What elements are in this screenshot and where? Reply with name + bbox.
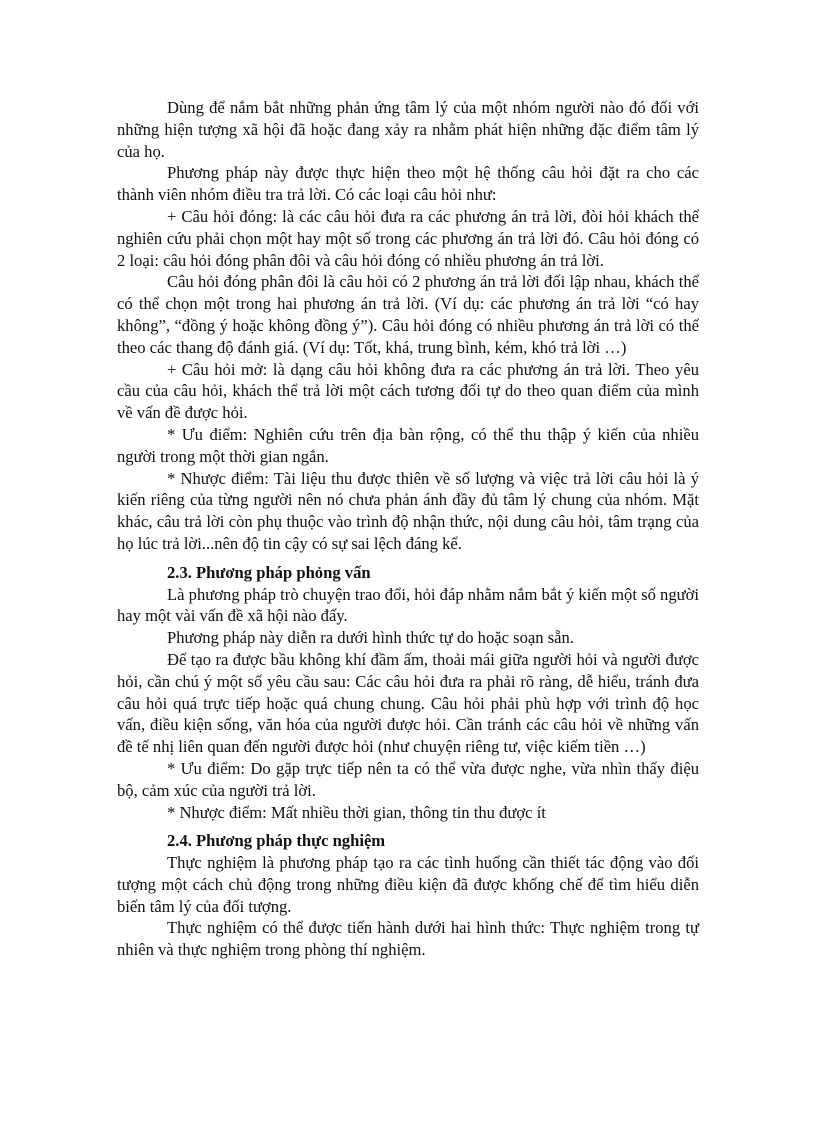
paragraph: Phương pháp này được thực hiện theo một hệ thống câu hỏi đặt ra cho các thành viên nhóm điều tra trả lời. Có các loại câu hỏi như:	[117, 163, 699, 205]
paragraph: Là phương pháp trò chuyện trao đổi, hỏi đáp nhằm nắm bắt ý kiến một số người hay một vài vấn đề xã hội nào đấy.	[117, 584, 699, 626]
paragraph: Thực nghiệm có thể được tiến hành dưới hai hình thức: Thực nghiệm trong tự nhiên và thực nghiệm trong phòng thí nghiệm.	[117, 918, 699, 960]
paragraph: Để tạo ra được bầu không khí đầm ấm, thoải mái giữa người hỏi và người được hỏi, cần chú ý một số yêu cầu sau: Các câu hỏi đưa ra phải rõ ràng, dễ hiểu, tránh đưa câu hỏi quá trực tiếp hoặc quá chung chung. Câu hỏi phải phù hợp với trình độ học vấn, điều kiện sống, văn hóa của người được hỏi. Cần tránh các câu hỏi về những vấn đề tế nhị liên quan đến người được hỏi (như chuyện riêng tư, việc kiếm tiền …)	[117, 649, 699, 757]
paragraph: Thực nghiệm là phương pháp tạo ra các tình huống cần thiết tác động vào đối tượng một cách chủ động trong những điều kiện đã được khống chế để tìm hiểu diễn biến tâm lý của đối tượng.	[117, 853, 699, 916]
paragraph: * Nhược điểm: Mất nhiều thời gian, thông tin thu được ít	[167, 802, 546, 822]
paragraph: Câu hỏi đóng phân đôi là câu hỏi có 2 phương án trả lời đối lập nhau, khách thể có thể chọn một trong hai phương án trả lời. (Ví dụ: các phương án trả lời “có hay không”, “đồng ý hoặc không đồng ý”). Câu hỏi đóng có nhiều phương án trả lời có thể theo các thang độ đánh giá. (Ví dụ: Tốt, khá, trung bình, kém, khó trả lời …)	[117, 272, 699, 357]
paragraph: * Nhược điểm: Tài liệu thu được thiên về số lượng và việc trả lời câu hỏi là ý kiến riêng của từng người nên nó chưa phản ánh đầy đủ tâm lý chung của nhóm. Mặt khác, câu trả lời còn phụ thuộc vào trình độ nhận thức, nội dung câu hỏi, tâm trạng của họ lúc trả lời...nên độ tin cậy có sự sai lệch đáng kể.	[117, 468, 699, 553]
section-heading: 2.3. Phương pháp phỏng vấn	[167, 562, 371, 582]
paragraph: + Câu hỏi mở: là dạng câu hỏi không đưa ra các phương án trả lời. Theo yêu cầu của câu hỏi, khách thể trả lời một cách tương đối tự do theo quan điểm của mình về vấn đề được hỏi.	[117, 359, 699, 423]
section-heading: 2.4. Phương pháp thực nghiệm	[167, 831, 386, 851]
paragraph: * Ưu điểm: Nghiên cứu trên địa bàn rộng, có thể thu thập ý kiến của nhiều người trong một thời gian ngắn.	[117, 424, 699, 466]
paragraph: Phương pháp này diễn ra dưới hình thức tự do hoặc soạn sẵn.	[167, 628, 574, 648]
paragraph: + Câu hỏi đóng: là các câu hỏi đưa ra các phương án trả lời, đòi hỏi khách thể nghiên cứu phải chọn một hay một số trong các phương án trả lời đó. Câu hỏi đóng có 2 loại: câu hỏi đóng phân đôi và câu hỏi đóng có nhiều phương án trả lời.	[117, 206, 699, 270]
paragraph: * Ưu điểm: Do gặp trực tiếp nên ta có thể vừa được nghe, vừa nhìn thấy điệu bộ, cảm xúc của người trả lời.	[117, 758, 699, 800]
paragraph: Dùng để nắm bắt những phản ứng tâm lý của một nhóm người nào đó đối với những hiện tượng xã hội đã hoặc đang xảy ra nhằm phát hiện những đặc điểm tâm lý của họ.	[117, 98, 699, 161]
document-page	[117, 97, 699, 961]
